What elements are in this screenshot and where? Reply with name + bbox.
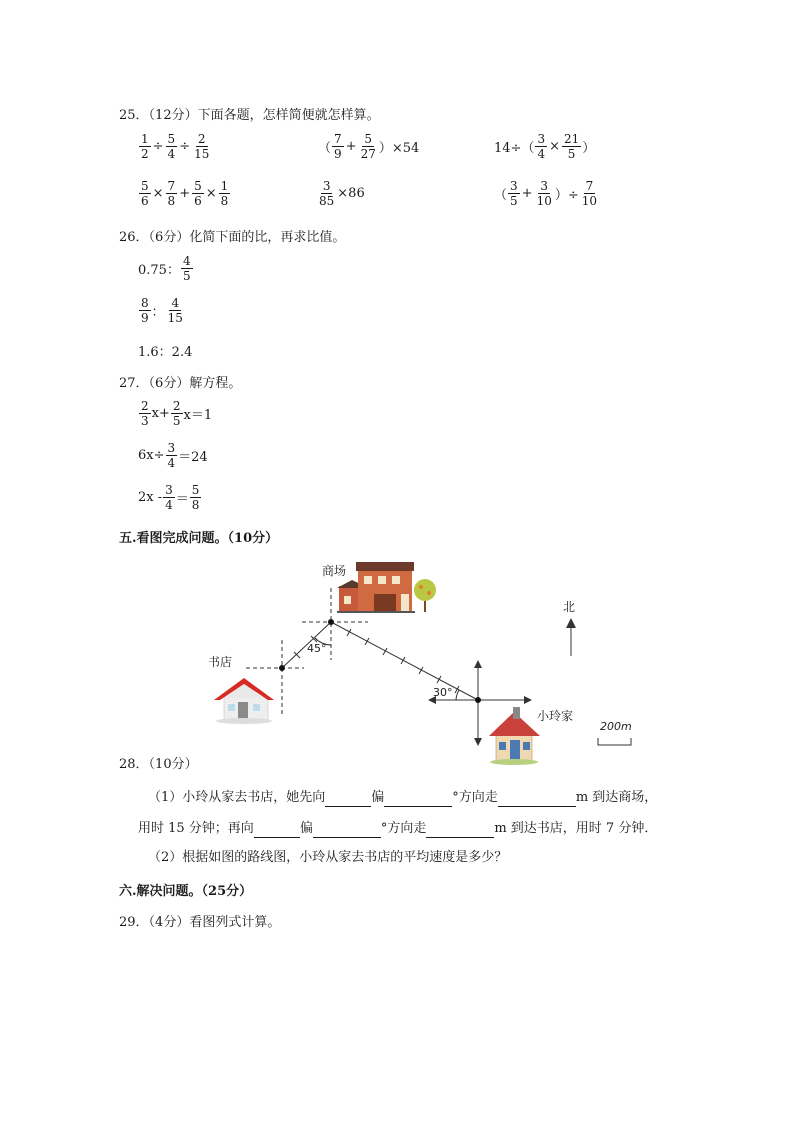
home-point [475, 697, 481, 703]
q25-heading: 25．（12分）下面各题，怎样简便就怎样算。 [119, 108, 380, 123]
answer-blank[interactable] [384, 792, 452, 807]
q28-part1-line2: 用时 15 分钟；再向 偏 °方向走 m 到达书店，用时 7 分钟． [138, 821, 658, 836]
scale-label: 200m [600, 720, 632, 733]
q27-equation-3: 2x - $\frac{3}{4}$ ＝ $\frac{5}{8}$ [138, 483, 200, 512]
q25-expr-2: （ $\frac{7}{9}$ + $\frac{5}{27}$ ）×54 [318, 132, 420, 161]
q26-ratio-3: 1.6：2.4 [138, 345, 193, 360]
angle-30-label: 30° [433, 686, 453, 699]
section-5-title: 五.看图完成问题。（10分） [119, 531, 279, 546]
home-label: 小玲家 [537, 709, 574, 723]
q28-part2: （2）根据如图的路线图，小玲从家去书店的平均速度是多少？ [148, 850, 508, 865]
home-axis-arrow-up [474, 660, 482, 668]
answer-blank[interactable] [254, 823, 300, 838]
q27-equation-2: 6x÷ $\frac{3}{4}$ ＝24 [138, 441, 208, 470]
north-arrow-icon [566, 618, 576, 628]
q28-heading: 28．（10分） [119, 757, 198, 772]
section-6-title: 六.解决问题。（25分） [119, 884, 253, 899]
q27-equation-1: $\frac{2}{3}$ x+ $\frac{2}{5}$ x＝1 [141, 399, 213, 428]
route-home-mall-ticks [347, 629, 459, 693]
q25-expr-4: $\frac{5}{6}$ × $\frac{7}{8}$ + $\frac{5}{6}$ × $\frac{1}{8}$ [141, 179, 229, 208]
answer-blank[interactable] [426, 823, 494, 838]
north-label: 北 [563, 600, 576, 614]
q25-expr-6: （ $\frac{3}{5}$ + $\frac{3}{10}$ ）÷ $\frac{7}{10}$ [494, 179, 598, 208]
angle-45-label: 45° [307, 642, 327, 655]
q25-expr-1: $\frac{1}{2}$ ÷ $\frac{5}{4}$ ÷ $\frac{2}{15}$ [141, 132, 210, 161]
mall-point [328, 619, 334, 625]
q27-heading: 27．（6分）解方程。 [119, 376, 242, 391]
mall-building-icon [337, 562, 436, 613]
q28-part1-line1: （1）小玲从家去书店，她先向 偏 °方向走 m 到达商场， [148, 790, 658, 805]
bookstore-point [279, 665, 285, 671]
q26-ratio-2: $\frac{8}{9}$ ： $\frac{4}{15}$ [141, 296, 183, 325]
route-home-mall [331, 622, 478, 700]
home-axis-arrow-right [524, 696, 532, 704]
angle-arc-30 [456, 690, 459, 700]
answer-blank[interactable] [313, 823, 381, 838]
q26-ratio-1: 0.75： $\frac{4}{5}$ [138, 254, 191, 283]
answer-blank[interactable] [325, 792, 371, 807]
answer-blank[interactable] [498, 792, 576, 807]
bookstore-label: 书店 [208, 655, 233, 669]
home-axis-arrow-down [474, 738, 482, 746]
q29-heading: 29．（4分）看图列式计算。 [119, 915, 281, 930]
home-house-icon [489, 707, 540, 765]
q25-expr-5: $\frac{3}{85}$ ×86 [319, 179, 365, 208]
q25-expr-3: 14÷（ $\frac{3}{4}$ × $\frac{21}{5}$ ） [494, 132, 596, 161]
bookstore-house-icon [214, 678, 274, 724]
q26-heading: 26．（6分）化简下面的比，再求比值。 [119, 230, 346, 245]
mall-label: 商场 [322, 564, 347, 578]
scale-bar [598, 738, 631, 745]
